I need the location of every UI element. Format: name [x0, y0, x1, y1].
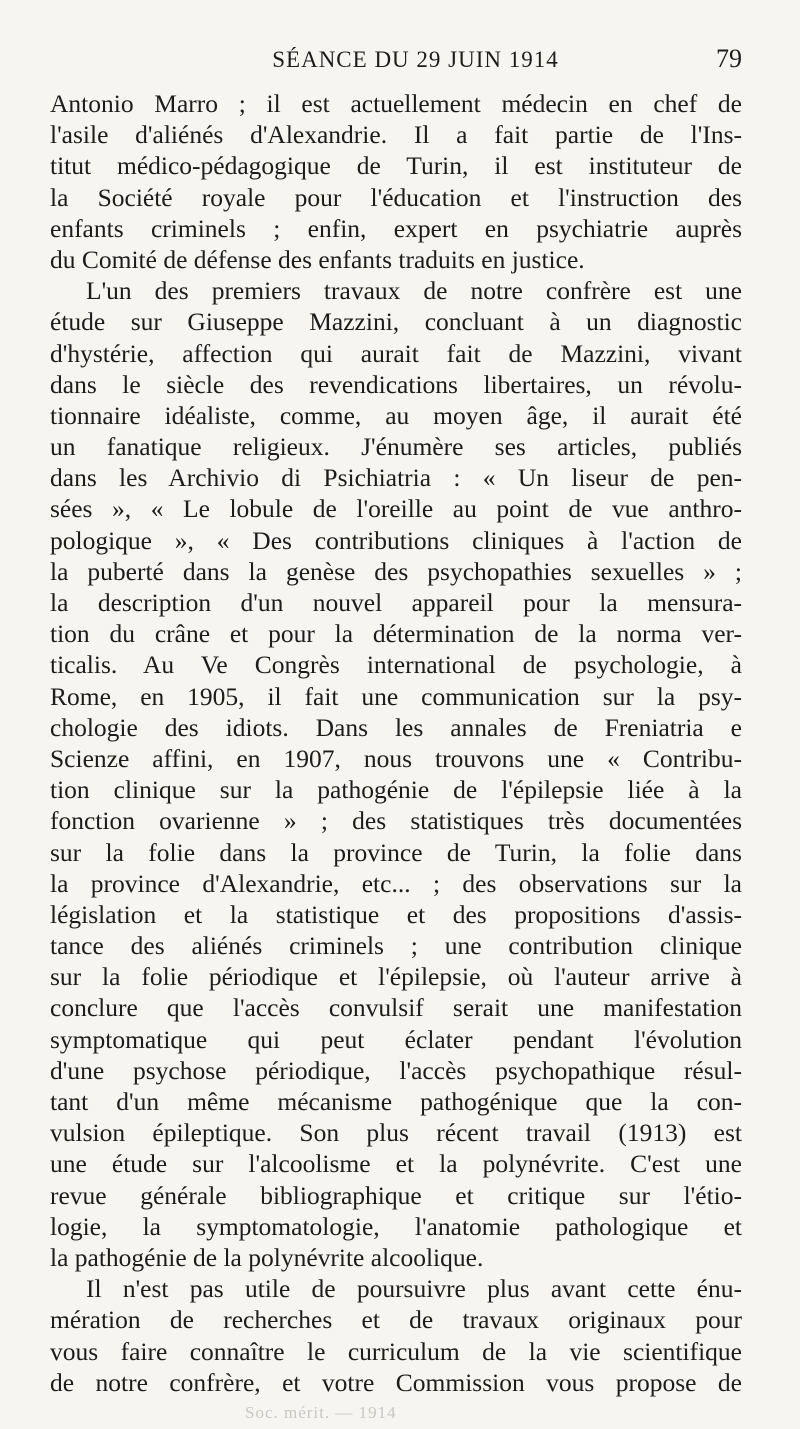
- text-line: d'hystérie, affection qui aurait fait de Mazzini, vivant: [50, 338, 742, 368]
- text-line: une étude sur l'alcoolisme et la polynévrite. C'est une: [50, 1149, 742, 1179]
- text-line: L'un des premiers travaux de notre confrère est une: [86, 276, 742, 306]
- text-line: symptomatique qui peut éclater pendant l'évolution: [50, 1024, 742, 1054]
- running-head: SÉANCE DU 29 JUIN 1914: [272, 47, 559, 72]
- text-line: conclure que l'accès convulsif serait une manifestation: [50, 993, 742, 1023]
- text-line: Rome, en 1905, il fait une communication sur la psy-: [50, 681, 742, 711]
- page-number: 79: [716, 44, 742, 73]
- text-line: sées », « Le lobule de l'oreille au point de vue anthro-: [50, 494, 742, 524]
- text-line: sur la folie périodique et l'épilepsie, où l'auteur arrive à: [50, 962, 742, 992]
- text-line: revue générale bibliographique et critique sur l'étio-: [50, 1180, 742, 1210]
- footer-signature: Soc. mérit. — 1914: [245, 1403, 397, 1422]
- text-line: Antonio Marro ; il est actuellement médecin en chef de: [50, 89, 742, 118]
- text-line: tance des aliénés criminels ; une contribution clinique: [50, 931, 742, 961]
- text-line: titut médico-pédagogique de Turin, il est instituteur de: [50, 151, 742, 181]
- text-line: vulsion épileptique. Son plus récent travail (1913) est: [50, 1118, 742, 1148]
- text-line: la pathogénie de la polynévrite alcoolique.: [50, 1242, 484, 1272]
- body-text: [50, 88, 742, 1398]
- text-line: dans le siècle des revendications libertaires, un révolu-: [50, 369, 742, 399]
- text-line: mération de recherches et de travaux originaux pour: [50, 1305, 742, 1335]
- text-line: un fanatique religieux. J'énumère ses articles, publiés: [50, 432, 742, 462]
- text-line: chologie des idiots. Dans les annales de Freniatria e: [50, 712, 742, 742]
- page-header: [55, 44, 742, 76]
- text-line: de notre confrère, et votre Commission vous propose de: [50, 1367, 742, 1397]
- text-line: sur la folie dans la province de Turin, la folie dans: [50, 837, 742, 867]
- text-line: tant d'un même mécanisme pathogénique que la con-: [50, 1087, 742, 1116]
- text-line: tion du crâne et pour la détermination de la norma ver-: [50, 619, 742, 649]
- text-line: logie, la symptomatologie, l'anatomie pathologique et: [50, 1211, 742, 1241]
- text-line: pologique », « Des contributions cliniques à l'action de: [50, 525, 742, 555]
- text-line: Il n'est pas utile de poursuivre plus avant cette énu-: [86, 1274, 742, 1304]
- text-line: étude sur Giuseppe Mazzini, concluant à un diagnostic: [50, 307, 742, 337]
- text-line: d'une psychose périodique, l'accès psychopathique résul-: [50, 1055, 742, 1085]
- text-line: l'asile d'aliénés d'Alexandrie. Il a fait partie de l'Ins-: [50, 120, 742, 150]
- text-line: tion clinique sur la pathogénie de l'épilepsie liée à la: [50, 775, 742, 805]
- text-line: la province d'Alexandrie, etc... ; des observations sur la: [50, 868, 742, 898]
- text-line: la Société royale pour l'éducation et l'instruction des: [50, 182, 742, 212]
- text-line: la description d'un nouvel appareil pour la mensura-: [50, 588, 742, 617]
- text-line: Scienze affini, en 1907, nous trouvons une « Contribu-: [50, 743, 742, 773]
- text-line: la puberté dans la genèse des psychopathies sexuelles » ;: [50, 556, 742, 586]
- text-line: tionnaire idéaliste, comme, au moyen âge, il aurait été: [50, 400, 742, 430]
- text-line: ticalis. Au Ve Congrès international de psychologie, à: [50, 650, 742, 680]
- text-line: dans les Archivio di Psichiatria : « Un liseur de pen-: [50, 463, 742, 493]
- text-line: vous faire connaître le curriculum de la vie scientifique: [50, 1336, 742, 1366]
- text-line: enfants criminels ; enfin, expert en psychiatrie auprès: [50, 213, 742, 243]
- text-line: fonction ovarienne » ; des statistiques très documentées: [50, 806, 742, 836]
- text-line: législation et la statistique et des propositions d'assis-: [50, 899, 742, 929]
- text-line: du Comité de défense des enfants traduits en justice.: [50, 244, 585, 274]
